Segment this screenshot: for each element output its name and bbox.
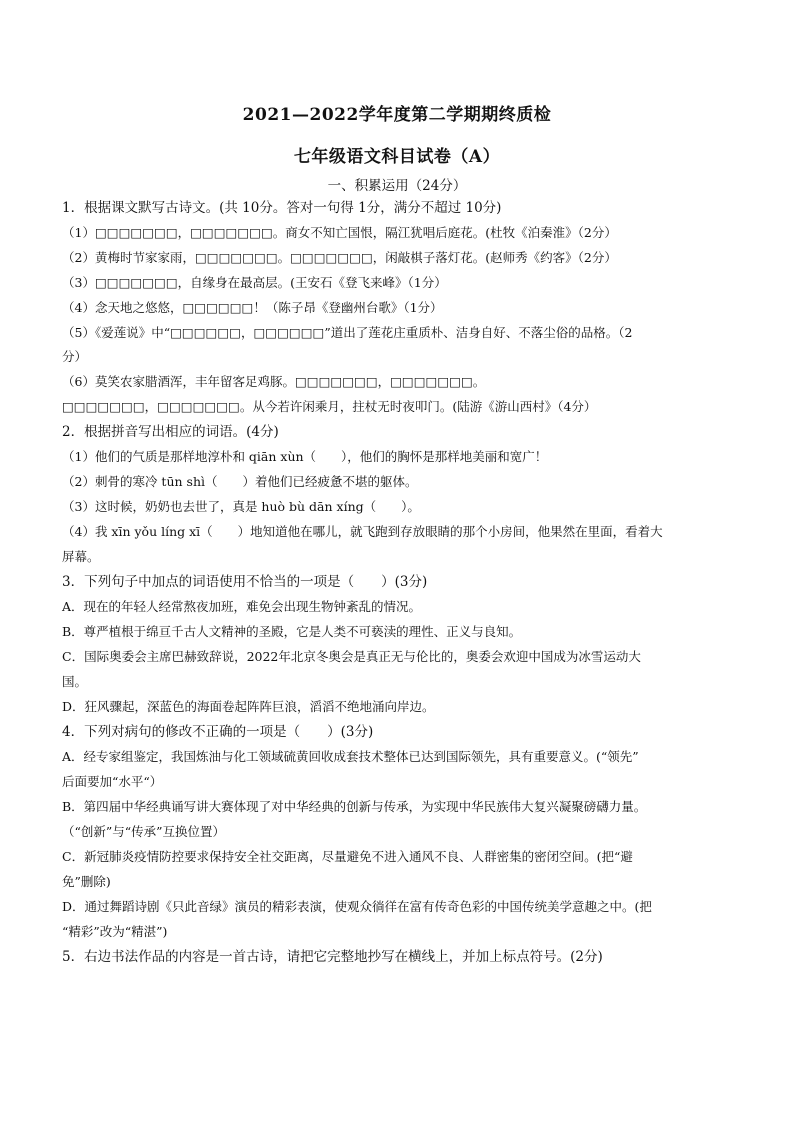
q3-option-c2: 国。 bbox=[62, 674, 88, 689]
q4-option-d2: “精彩”改为“精湛”) bbox=[62, 924, 168, 939]
q4-option-c2: 免”删除) bbox=[62, 874, 111, 889]
q3-option-d: D．狂风骤起，深蓝色的海面卷起阵阵巨浪，滔滔不绝地涌向岸边。 bbox=[62, 699, 435, 714]
q1-stem: 1．根据课文默写古诗文。(共 10分。答对一句得 1分，满分不超过 10分) bbox=[62, 200, 502, 216]
q4-option-c1: C．新冠肺炎疫情防控要求保持安全社交距离，尽量避免不进入通风不良、人群密集的密闭空间。(把“避 bbox=[62, 849, 633, 864]
exam-title: 2021—2022学年度第二学期期终质检 bbox=[242, 105, 552, 125]
section-heading: 一、积累运用（24分） bbox=[327, 178, 467, 194]
q1-line-2: （2）黄梅时节家家雨，□□□□□□□。□□□□□□□，闲敲棋子落灯花。(赵师秀《约客》（2分） bbox=[62, 250, 617, 265]
q4-option-a2: 后面要加“水平“） bbox=[62, 774, 163, 789]
q2-line-3: （3）这时候，奶奶也去世了，真是 huò bù dān xíng（ ）。 bbox=[62, 499, 420, 514]
q1-line-4: （4）念天地之悠悠，□□□□□□！（陈子昂《登幽州台歌》（1分） bbox=[62, 300, 443, 315]
exam-subtitle: 七年级语文科目试卷（A） bbox=[293, 147, 501, 167]
q2-line-4a: （4）我 xīn yǒu líng xī（ ）地知道他在哪儿，就飞跑到存放眼睛的那个小房间，他果然在里面，看着大 bbox=[62, 524, 663, 539]
q3-option-a: A．现在的年轻人经常熬夜加班，难免会出现生物钟紊乱的情况。 bbox=[62, 599, 422, 614]
q1-line-6a: （6）莫笑农家腊酒浑，丰年留客足鸡豚。□□□□□□□，□□□□□□□。 bbox=[62, 374, 486, 389]
q3-stem: 3．下列句子中加点的词语使用不恰当的一项是（ ）(3分) bbox=[62, 574, 428, 590]
q2-stem: 2．根据拼音写出相应的词语。(4分) bbox=[62, 424, 279, 440]
q2-line-2: （2）刺骨的寒冷 tūn shì（ ）着他们已经疲惫不堪的躯体。 bbox=[62, 474, 418, 489]
q4-option-d1: D．通过舞蹈诗剧《只此音绿》演员的精彩表演，使观众徜徉在富有传奇色彩的中国传统美学意趣之中。(把 bbox=[62, 899, 652, 914]
q4-option-a1: A．经专家组鉴定，我国炼油与化工领域硫黄回收成套技术整体已达到国际领先，具有重要意义。(“领先” bbox=[62, 749, 639, 764]
q1-line-5a: （5）《爱莲说》中“□□□□□□，□□□□□□”道出了莲花庄重质朴、洁身自好、不落尘俗的品格。（2 bbox=[62, 325, 633, 340]
q4-stem: 4．下列对病句的修改不正确的一项是（ ）(3分) bbox=[62, 724, 374, 740]
q2-line-1: （1）他们的气质是那样地淳朴和 qiān xùn（ ），他们的胸怀是那样地美丽和宽广！ bbox=[62, 449, 548, 464]
q3-option-c1: C．国际奥委会主席巴赫致辞说，2022年北京冬奥会是真正无与伦比的，奥委会欢迎中国成为冰雪运动大 bbox=[62, 649, 641, 664]
q2-line-4b: 屏幕。 bbox=[62, 549, 100, 564]
q4-option-b2: （“创新”与“传承”互换位置） bbox=[62, 824, 226, 839]
q5-stem: 5．右边书法作品的内容是一首古诗，请把它完整地抄写在横线上，并加上标点符号。(2分) bbox=[62, 949, 603, 965]
q1-line-3: （3）□□□□□□□，自缘身在最高层。(王安石《登飞来峰》（1分） bbox=[62, 275, 447, 290]
q1-line-5b: 分） bbox=[62, 349, 88, 364]
q4-option-b1: B．第四届中华经典诵写讲大赛体现了对中华经典的创新与传承，为实现中华民族伟大复兴凝聚磅礴力量。 bbox=[62, 799, 647, 814]
q1-line-1: （1）□□□□□□□，□□□□□□□。商女不知亡国恨，隔江犹唱后庭花。(杜牧《泊秦淮》（2分） bbox=[62, 225, 617, 240]
q3-option-b: B．尊严植根于绵亘千古人文精神的圣殿，它是人类不可亵渎的理性、正义与良知。 bbox=[62, 624, 522, 639]
q1-line-6b: □□□□□□□，□□□□□□□。从今若许闲乘月，拄杖无时夜叩门。(陆游《游山西村》（4分） bbox=[62, 399, 597, 414]
